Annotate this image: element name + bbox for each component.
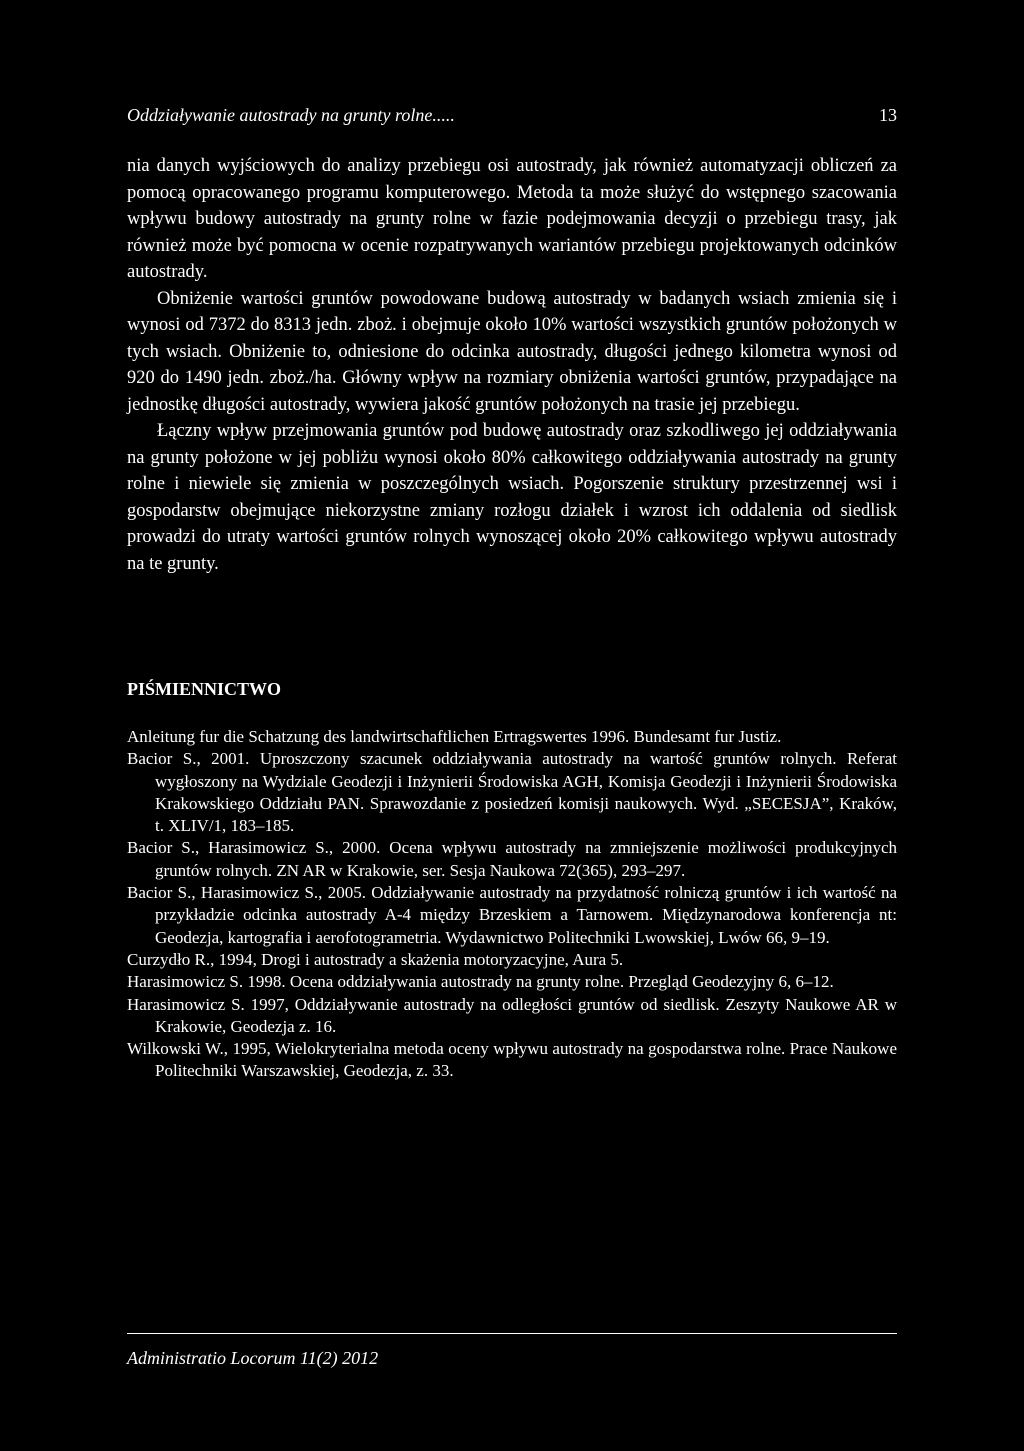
references-list — [127, 726, 897, 1083]
running-header — [127, 100, 897, 130]
running-title: Oddziaływanie autostrady na grunty rolne..... — [127, 105, 455, 125]
reference-item: Harasimowicz S. 1997, Oddziaływanie autostrady na odległości gruntów od siedlisk. Zeszyty Naukowe AR w Krakowie, Geodezja z. 16. — [127, 994, 897, 1036]
paragraph: Łączny wpływ przejmowania gruntów pod budowę autostrady oraz szkodliwego jej oddziaływania na grunty położone w jej pobliżu wynosi około 80% całkowitego oddziaływania autostrady na grunty rolne i niewiele się zmienia w poszczególnych wsiach. Pogorszenie struktury przestrzennej wsi i gospodarstw obejmujące niekorzystne zmiany rozłogu działek i wzrost ich oddalenia od siedlisk prowadzi do utraty wartości gruntów rolnych wynoszącej około 20% całkowitego wpływu autostrady na te grunty. — [127, 421, 897, 574]
page-number: 13 — [879, 105, 897, 125]
reference-item: Bacior S., Harasimowicz S., 2005. Oddziaływanie autostrady na przydatność rolniczą gruntów i ich wartość na przykładzie odcinka autostrady A-4 między Brzeskiem a Tarnowem. Międzynarodowa konferencja nt: Geodezja, kartografia i aerofotogrametria. Wydawnictwo Politechniki Lwowskiej, Lwów 66, 9–19. — [127, 883, 897, 947]
main-text — [127, 153, 897, 577]
reference-item: Wilkowski W., 1995, Wielokryterialna metoda oceny wpływu autostrady na gospodarstwa rolne. Prace Naukowe Politechniki Warszawskiej, Geodezja, z. 33. — [127, 1039, 897, 1081]
paragraph-continuation: nia danych wyjściowych do analizy przebiegu osi autostrady, jak również automatyzacji obliczeń za pomocą opracowanego programu komputerowego. Metoda ta może służyć do wstępnego szacowania wpływu budowy autostrady na grunty rolne w fazie podejmowania decyzji o przebiegu trasy, jak również może być pomocna w ocenie rozpatrywanych wariantów przebiegu projektowanych odcinków autostrady. — [127, 156, 897, 282]
footer-divider — [127, 1333, 897, 1334]
paragraph: Obniżenie wartości gruntów powodowane budową autostrady w badanych wsiach zmienia się i wynosi od 7372 do 8313 jedn. zboż. i obejmuje około 10% wartości wszystkich gruntów położonych w tych wsiach. Obniżenie to, odniesione do odcinka autostrady, długości jednego kilometra wynosi od 920 do 1490 jedn. zboż./ha. Główny wpływ na rozmiary obniżenia wartości gruntów, przypadające na jednostkę długości autostrady, wywiera jakość gruntów położonych na trasie jej przebiegu. — [127, 288, 897, 415]
reference-item: Bacior S., Harasimowicz S., 2000. Ocena wpływu autostrady na zmniejszenie możliwości produkcyjnych gruntów rolnych. ZN AR w Krakowie, ser. Sesja Naukowa 72(365), 293–297. — [127, 838, 897, 880]
reference-item: Curzydło R., 1994, Drogi i autostrady a skażenia motoryzacyjne, Aura 5. — [127, 949, 624, 969]
reference-item: Harasimowicz S. 1998. Ocena oddziaływania autostrady na grunty rolne. Przegląd Geodezyjny 6, 6–12. — [127, 972, 834, 992]
reference-item: Anleitung fur die Schatzung des landwirtschaftlichen Ertragswertes 1996. Bundesamt fur Justiz. — [127, 727, 782, 746]
references-heading: PIŚMIENNICTWO — [127, 679, 282, 699]
reference-item: Bacior S., 2001. Uproszczony szacunek oddziaływania autostrady na wartość gruntów rolnych. Referat wygłoszony na Wydziale Geodezji i Inżynierii Środowiska AGH, Komisja Geodezji i Inżynierii Środowiska Krakowskiego Oddziału PAN. Sprawozdanie z posiedzeń komisji naukowych. Wyd. „SECESJA”, Kraków, t. XLIV/1, 183–185. — [127, 749, 897, 836]
journal-footer: Administratio Locorum 11(2) 2012 — [127, 1348, 379, 1368]
